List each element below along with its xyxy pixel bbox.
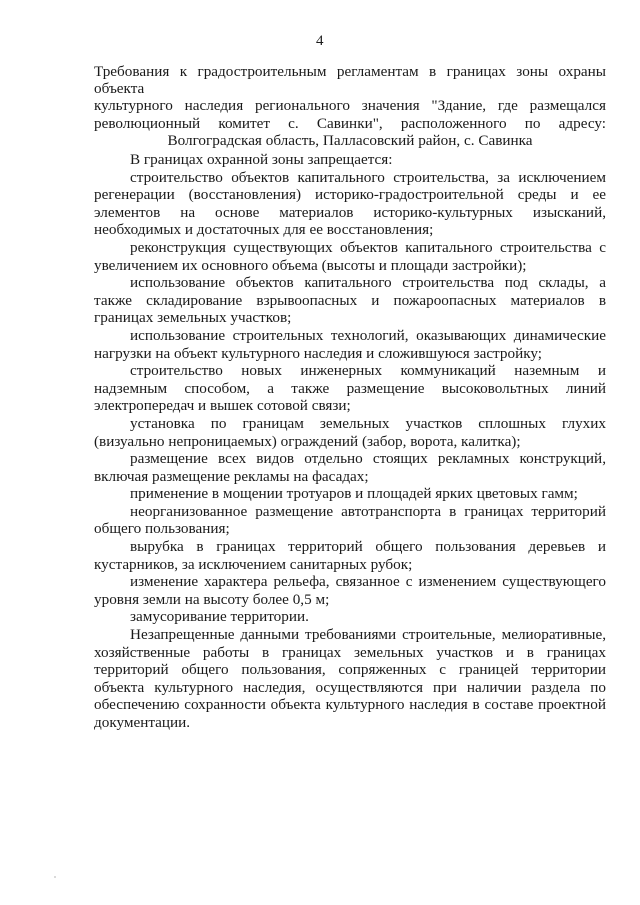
paragraph-item: использование строительных технологий, оказывающих динамические нагрузки на объект культурного наследия и сложившуюся застройку; bbox=[94, 326, 606, 362]
document-heading bbox=[94, 63, 606, 149]
paragraph-item: использование объектов капитального строительства под склады, а также складирование взрывоопасных и пожароопасных материалов в границах земельных участков; bbox=[94, 274, 606, 327]
page-number: 4 bbox=[316, 33, 324, 49]
heading-line: революционный комитет с. Савинки", расположенного по адресу: bbox=[94, 114, 606, 132]
paragraph-item: реконструкция существующих объектов капитального строительства с увеличением их основного объема (высоты и площади застройки); bbox=[94, 238, 606, 274]
paragraph-item: строительство объектов капитального строительства, за исключением регенерации (восстановления) историко-градостроительной среды и ее элементов на основе материалов историко-культурных изысканий, необходимых и достаточных для ее восстановления; bbox=[94, 168, 606, 239]
paragraph-item: неорганизованное размещение автотранспорта в границах территорий общего пользования; bbox=[94, 502, 606, 538]
paragraph-item: установка по границам земельных участков сплошных глухих (визуально непроницаемых) ограждений (забор, ворота, калитка); bbox=[94, 414, 606, 450]
scan-speck bbox=[54, 876, 56, 878]
paragraph-item: замусоривание территории. bbox=[130, 608, 309, 626]
heading-line: культурного наследия регионального значения "Здание, где размещался bbox=[94, 97, 606, 115]
heading-line: Требования к градостроительным регламентам в границах зоны охраны объекта bbox=[94, 63, 606, 98]
heading-line: Волгоградская область, Палласовский район, с. Савинка bbox=[167, 131, 533, 149]
paragraph-item: применение в мощении тротуаров и площадей ярких цветовых гамм; bbox=[130, 485, 578, 503]
paragraph-closing: Незапрещенные данными требованиями строительные, мелиоративные, хозяйственные работы в границах земельных участков и в границах территорий общего пользования, сопряженных с границей территории объекта культурного наследия, осуществляются при наличии раздела по обеспечению сохранности объекта культурного наследия в составе проектной документации. bbox=[94, 626, 606, 731]
paragraph-item: строительство новых инженерных коммуникаций наземным и надземным способом, а также размещение высоковольтных линий электропередач и вышек сотовой связи; bbox=[94, 362, 606, 415]
paragraph-intro: В границах охранной зоны запрещается: bbox=[130, 151, 393, 168]
paragraph-item: размещение всех видов отдельно стоящих рекламных конструкций, включая размещение рекламы на фасадах; bbox=[94, 450, 606, 485]
paragraph-item: вырубка в границах территорий общего пользования деревьев и кустарников, за исключением санитарных рубок; bbox=[94, 538, 606, 573]
paragraph-item: изменение характера рельефа, связанное с изменением существующего уровня земли на высоту более 0,5 м; bbox=[94, 573, 606, 608]
document-body bbox=[94, 151, 606, 732]
